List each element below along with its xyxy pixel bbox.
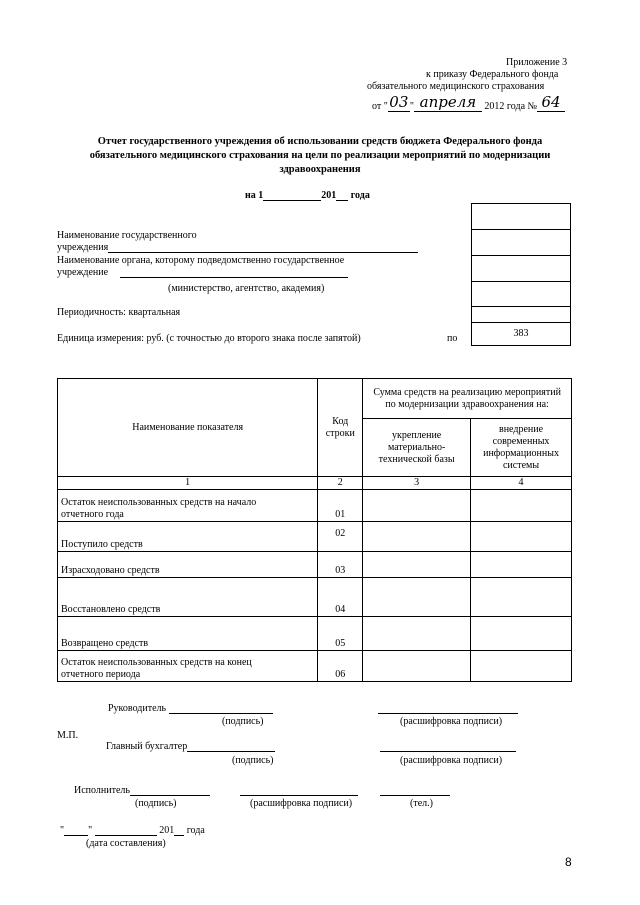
row-name: Поступило средств [58, 522, 318, 552]
header-col4 [471, 419, 572, 477]
org-label-1: Наименование органа, которому подведомственно государственное [57, 255, 345, 266]
row-name-2: отчетного периода [61, 669, 141, 680]
executor-decode-field[interactable] [240, 785, 358, 796]
accountant-signature-line [106, 741, 275, 752]
date-quote-close: " [88, 825, 93, 836]
institution-label-2: учреждения [57, 242, 109, 253]
executor-decode-hint: (расшифровка подписи) [250, 798, 353, 809]
table-row [58, 490, 572, 522]
row-code: 02 [318, 522, 363, 552]
accountant-signature-hint: (подпись) [232, 755, 274, 766]
head-label: Руководитель [108, 703, 167, 714]
row-name [58, 490, 318, 522]
header-col4-2: современных [492, 435, 550, 447]
row-name [58, 651, 318, 682]
okei-code-cell: 383 [471, 322, 571, 346]
code-cell-4[interactable] [471, 281, 571, 306]
row-value-col4[interactable] [471, 651, 572, 682]
title-line-2: обязательного медицинского страхования на цели по реализации мероприятий по модернизации [89, 150, 551, 161]
head-signature-line [108, 703, 273, 714]
col-number-3: 3 [363, 477, 471, 490]
table-row [58, 578, 572, 617]
report-date-line [245, 190, 370, 201]
head-decode-hint: (расшифровка подписи) [400, 716, 503, 727]
executor-line [74, 785, 210, 796]
code-cell-5[interactable] [471, 306, 571, 322]
row-value-col4[interactable] [471, 578, 572, 617]
header-col4-4: системы [502, 459, 540, 471]
compilation-date-line [60, 825, 205, 836]
row-code: 04 [318, 578, 363, 617]
compilation-day-field[interactable] [64, 825, 88, 836]
date-quote-open: " [60, 825, 65, 836]
row-value-col4[interactable] [471, 490, 572, 522]
table-row [58, 552, 572, 578]
appendix-line-2: к приказу Федерального фонда [426, 69, 559, 80]
row-name-1: Остаток неиспользованных средств на начало [61, 497, 257, 508]
header-code [318, 379, 363, 477]
header-col4-3: информационных [483, 447, 559, 459]
col-number-1: 1 [58, 477, 318, 490]
order-year: 2012 года № [484, 101, 538, 112]
header-col3 [363, 419, 471, 477]
code-cell-1[interactable] [471, 203, 571, 229]
appendix-line-3: обязательного медицинского страхования [367, 81, 545, 92]
head-signature-field[interactable] [169, 703, 273, 714]
executor-signature-field[interactable] [130, 785, 210, 796]
table-row [58, 651, 572, 682]
table-row [58, 522, 572, 552]
date-day-month-blank[interactable] [263, 190, 321, 201]
executor-label: Исполнитель [74, 785, 130, 796]
row-name-1: Остаток неиспользованных средств на конец [61, 657, 252, 668]
head-signature-hint: (подпись) [222, 716, 264, 727]
institution-name-field[interactable] [108, 242, 418, 253]
row-name: Израсходовано средств [58, 552, 318, 578]
row-value-col4[interactable] [471, 522, 572, 552]
order-from-label: от " [372, 101, 388, 112]
row-value-col3[interactable] [363, 617, 471, 651]
row-name: Возвращено средств [58, 617, 318, 651]
row-value-col3[interactable] [363, 651, 471, 682]
stamp-label: М.П. [57, 730, 79, 741]
title-line-3: здравоохранения [279, 164, 361, 175]
header-sum-1: Сумма средств на реализацию мероприятий [373, 386, 561, 398]
header-col4-1: внедрение [498, 423, 544, 435]
order-day: 03 [389, 93, 409, 111]
org-label-2: учреждение [57, 267, 109, 278]
compilation-year-field[interactable] [174, 825, 184, 836]
compilation-date-hint: (дата составления) [86, 838, 166, 849]
header-col3-3: технической базы [378, 453, 455, 465]
head-decode-field[interactable] [378, 703, 518, 714]
row-name-2: отчетного года [61, 509, 124, 520]
accountant-signature-field[interactable] [187, 741, 275, 752]
col-number-4: 4 [471, 477, 572, 490]
row-code: 06 [318, 651, 363, 682]
header-code-2: строки [325, 427, 355, 439]
org-label-line [57, 267, 348, 278]
row-code: 03 [318, 552, 363, 578]
appendix-line-1: Приложение 3 [506, 57, 568, 68]
row-value-col3[interactable] [363, 490, 471, 522]
table-row [58, 617, 572, 651]
report-table [57, 378, 572, 682]
order-month: апреля [414, 93, 482, 112]
compilation-year-suffix: года [186, 825, 205, 836]
compilation-year: 201 [159, 825, 175, 836]
row-value-col3[interactable] [363, 522, 471, 552]
row-value-col3[interactable] [363, 552, 471, 578]
row-code: 05 [318, 617, 363, 651]
org-name-field[interactable] [120, 267, 348, 278]
report-title [70, 135, 570, 177]
okei-label: по [447, 333, 458, 344]
unit-of-measure: Единица измерения: руб. (с точностью до второго знака после запятой) [57, 333, 361, 344]
header-col3-1: укрепление [392, 429, 442, 441]
periodicity: Периодичность: квартальная [57, 307, 181, 318]
compilation-month-field[interactable] [95, 825, 157, 836]
accountant-label: Главный бухгалтер [106, 741, 188, 752]
header-indicator: Наименование показателя [58, 379, 318, 477]
accountant-decode-hint: (расшифровка подписи) [400, 755, 503, 766]
institution-label-line [57, 242, 418, 253]
date-prefix: на 1 [245, 190, 264, 201]
appendix-order-line: от "03" апреля 2012 года № 64 [372, 93, 565, 112]
row-value-col4[interactable] [471, 552, 572, 578]
executor-phone-field[interactable] [380, 785, 450, 796]
code-cell-2[interactable] [471, 229, 571, 255]
col-number-2: 2 [318, 477, 363, 490]
header-sum-2: по модернизации здравоохранения на: [385, 398, 549, 410]
executor-signature-hint: (подпись) [135, 798, 177, 809]
date-year-prefix: 201 [321, 190, 337, 201]
code-cell-3[interactable] [471, 255, 571, 281]
institution-label-1: Наименование государственного [57, 230, 197, 241]
page-number: 8 [565, 855, 572, 869]
row-name: Восстановлено средств [58, 578, 318, 617]
row-code: 01 [318, 490, 363, 522]
date-suffix: года [350, 190, 370, 201]
row-value-col4[interactable] [471, 617, 572, 651]
order-number: 64 [537, 93, 565, 112]
date-year-blank[interactable] [336, 190, 348, 201]
executor-phone-hint: (тел.) [410, 798, 433, 809]
title-line-1: Отчет государственного учреждения об использовании средств бюджета Федерального фонда [97, 136, 543, 147]
accountant-decode-field[interactable] [380, 741, 516, 752]
header-col3-2: материально- [387, 441, 446, 453]
row-value-col3[interactable] [363, 578, 471, 617]
org-hint: (министерство, агентство, академия) [168, 283, 325, 294]
header-code-1: Код [332, 415, 349, 427]
header-sum [363, 379, 572, 419]
